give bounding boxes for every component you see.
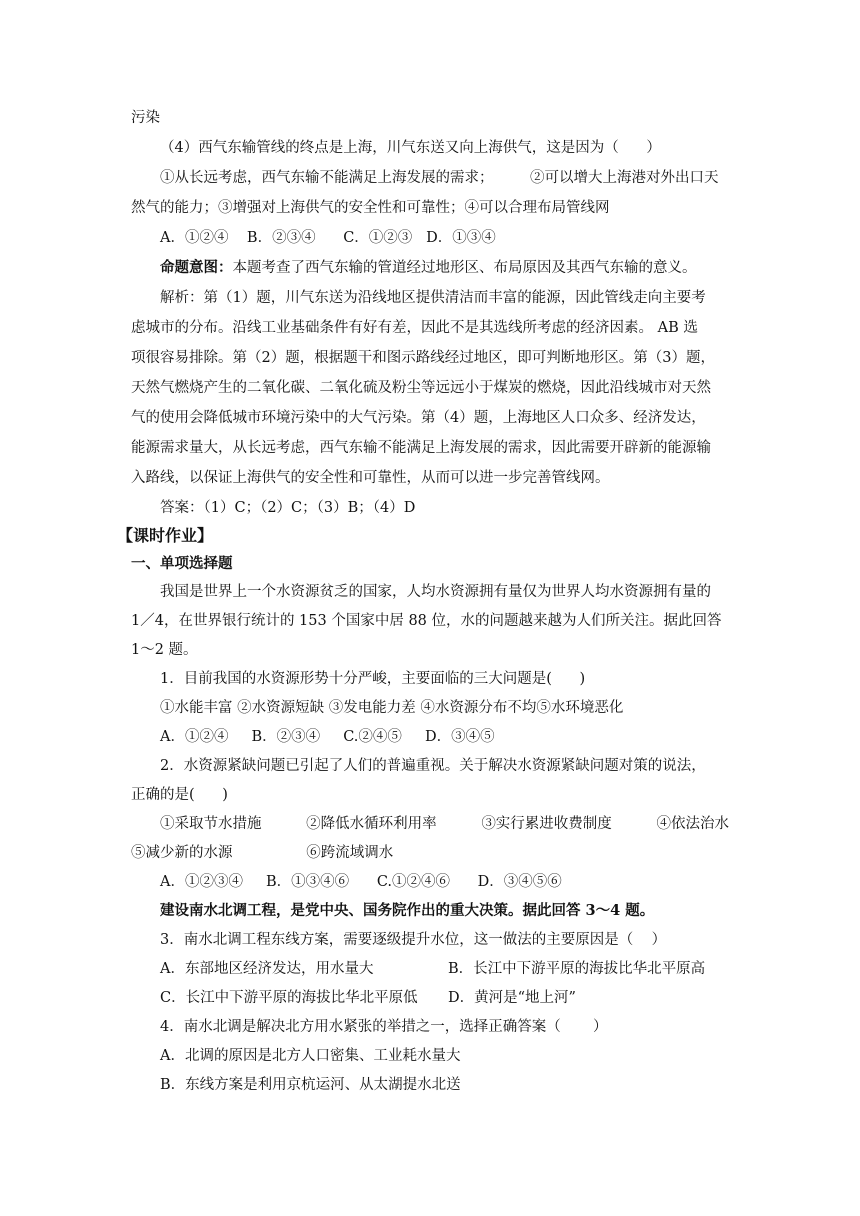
question-4-choices: A．①②④ B．②③④ C．①②③ D．①③④ (160, 230, 496, 246)
analysis-line: 虑城市的分布。沿线工业基础条件有好有差，因此不是其选线所考虑的经济因素。 AB 选 (131, 320, 698, 336)
question-2-item: ②降低水循环利用率 (306, 816, 437, 832)
homework-heading: 【课时作业】 (117, 526, 214, 545)
intro-line: 1／4，在世界银行统计的 153 个国家中居 88 位，水的问题越来越为人们所关注。据此回答 (131, 613, 722, 629)
question-2: 2．水资源紧缺问题已引起了人们的普遍重视。关于解决水资源紧缺问题对策的说法， (160, 758, 706, 774)
intro-line: 我国是世界上一个水资源贫乏的国家，人均水资源拥有量仅为世界人均水资源拥有量的 (160, 584, 711, 600)
question-2-items-cont: ⑤减少新的水源 ⑥跨流域调水 (131, 845, 394, 861)
question-2-items (160, 814, 729, 834)
question-3-option-d: D．黄河是“地上河” (448, 990, 576, 1006)
question-4: （4）西气东输管线的终点是上海，川气东送又向上海供气，这是因为（ ） (160, 140, 661, 156)
question-4-option-cont: 然气的能力；③增强对上海供气的安全性和可靠性；④可以合理布局管线网 (131, 200, 610, 216)
analysis-line: 能源需求量大，从长远考虑，西气东输不能满足上海发展的需求，因此需要开辟新的能源输 (131, 440, 711, 456)
question-4b: 4．南水北调是解决北方用水紧张的举措之一，选择正确答案（ ） (160, 1019, 608, 1035)
intent-line (160, 258, 697, 278)
question-3: 3．南水北调工程东线方案，需要逐级提升水位，这一做法的主要原因是（ ） (160, 932, 667, 948)
question-4-option-1: ①从长远考虑，西气东输不能满足上海发展的需求； (160, 170, 494, 186)
analysis-line: 气的使用会降低城市环境污染中的大气污染。第（4）题，上海地区人口众多、经济发达， (131, 410, 706, 426)
question-3-option-c: C．长江中下游平原的海拔比华北平原低 (160, 990, 418, 1006)
question-3-option-b: B．长江中下游平原的海拔比华北平原高 (448, 961, 706, 977)
intent-text: 本题考查了西气东输的管道经过地形区、布局原因及其西气东输的意义。 (232, 260, 697, 276)
question-4b-option-b: B．东线方案是利用京杭运河、从太湖提水北送 (160, 1077, 461, 1093)
question-4b-option-a: A．北调的原因是北方人口密集、工业耗水量大 (160, 1048, 461, 1064)
question-2-item: ③实行累进收费制度 (481, 816, 612, 832)
analysis-line: 入路线，以保证上海供气的安全性和可靠性，从而可以进一步完善管线网。 (131, 470, 610, 486)
question-1-items: ①水能丰富 ②水资源短缺 ③发电能力差 ④水资源分布不均⑤水环境恶化 (160, 700, 624, 716)
text-line: 污染 (131, 110, 160, 126)
question-1: 1．目前我国的水资源形势十分严峻，主要面临的三大问题是( ) (160, 671, 586, 687)
analysis-line: 天然气燃烧产生的二氧化碳、二氧化硫及粉尘等远远小于煤炭的燃烧，因此沿线城市对天然 (131, 380, 711, 396)
analysis-line: 解析：第（1）题，川气东送为沿线地区提供清洁而丰富的能源，因此管线走向主要考 (160, 290, 706, 306)
question-4-option-2: ②可以增大上海港对外出口天 (530, 170, 719, 186)
section-heading: 一、单项选择题 (131, 556, 233, 572)
question-1-choices: A．①②④ B．②③④ C.②④⑤ D．③④⑤ (160, 729, 495, 745)
answer-line: 答案：（1）C；（2）C；（3）B；（4）D (160, 500, 416, 516)
intro-line-2: 建设南水北调工程，是党中央、国务院作出的重大决策。据此回答 3～4 题。 (160, 902, 655, 919)
question-2-item: ④依法治水 (656, 816, 729, 832)
intro-line: 1～2 题。 (131, 642, 198, 658)
question-3-option-a: A．东部地区经济发达，用水量大 (160, 961, 374, 977)
analysis-line: 项很容易排除。第（2）题，根据题干和图示路线经过地区，即可判断地形区。第（3）题， (131, 350, 715, 366)
intent-label: 命题意图： (160, 259, 233, 276)
question-2-choices: A．①②③④ B．①③④⑥ C.①②④⑥ D．③④⑤⑥ (160, 874, 562, 890)
question-2-item: ①采取节水措施 (160, 816, 262, 832)
question-2-cont: 正确的是( ) (131, 787, 228, 803)
